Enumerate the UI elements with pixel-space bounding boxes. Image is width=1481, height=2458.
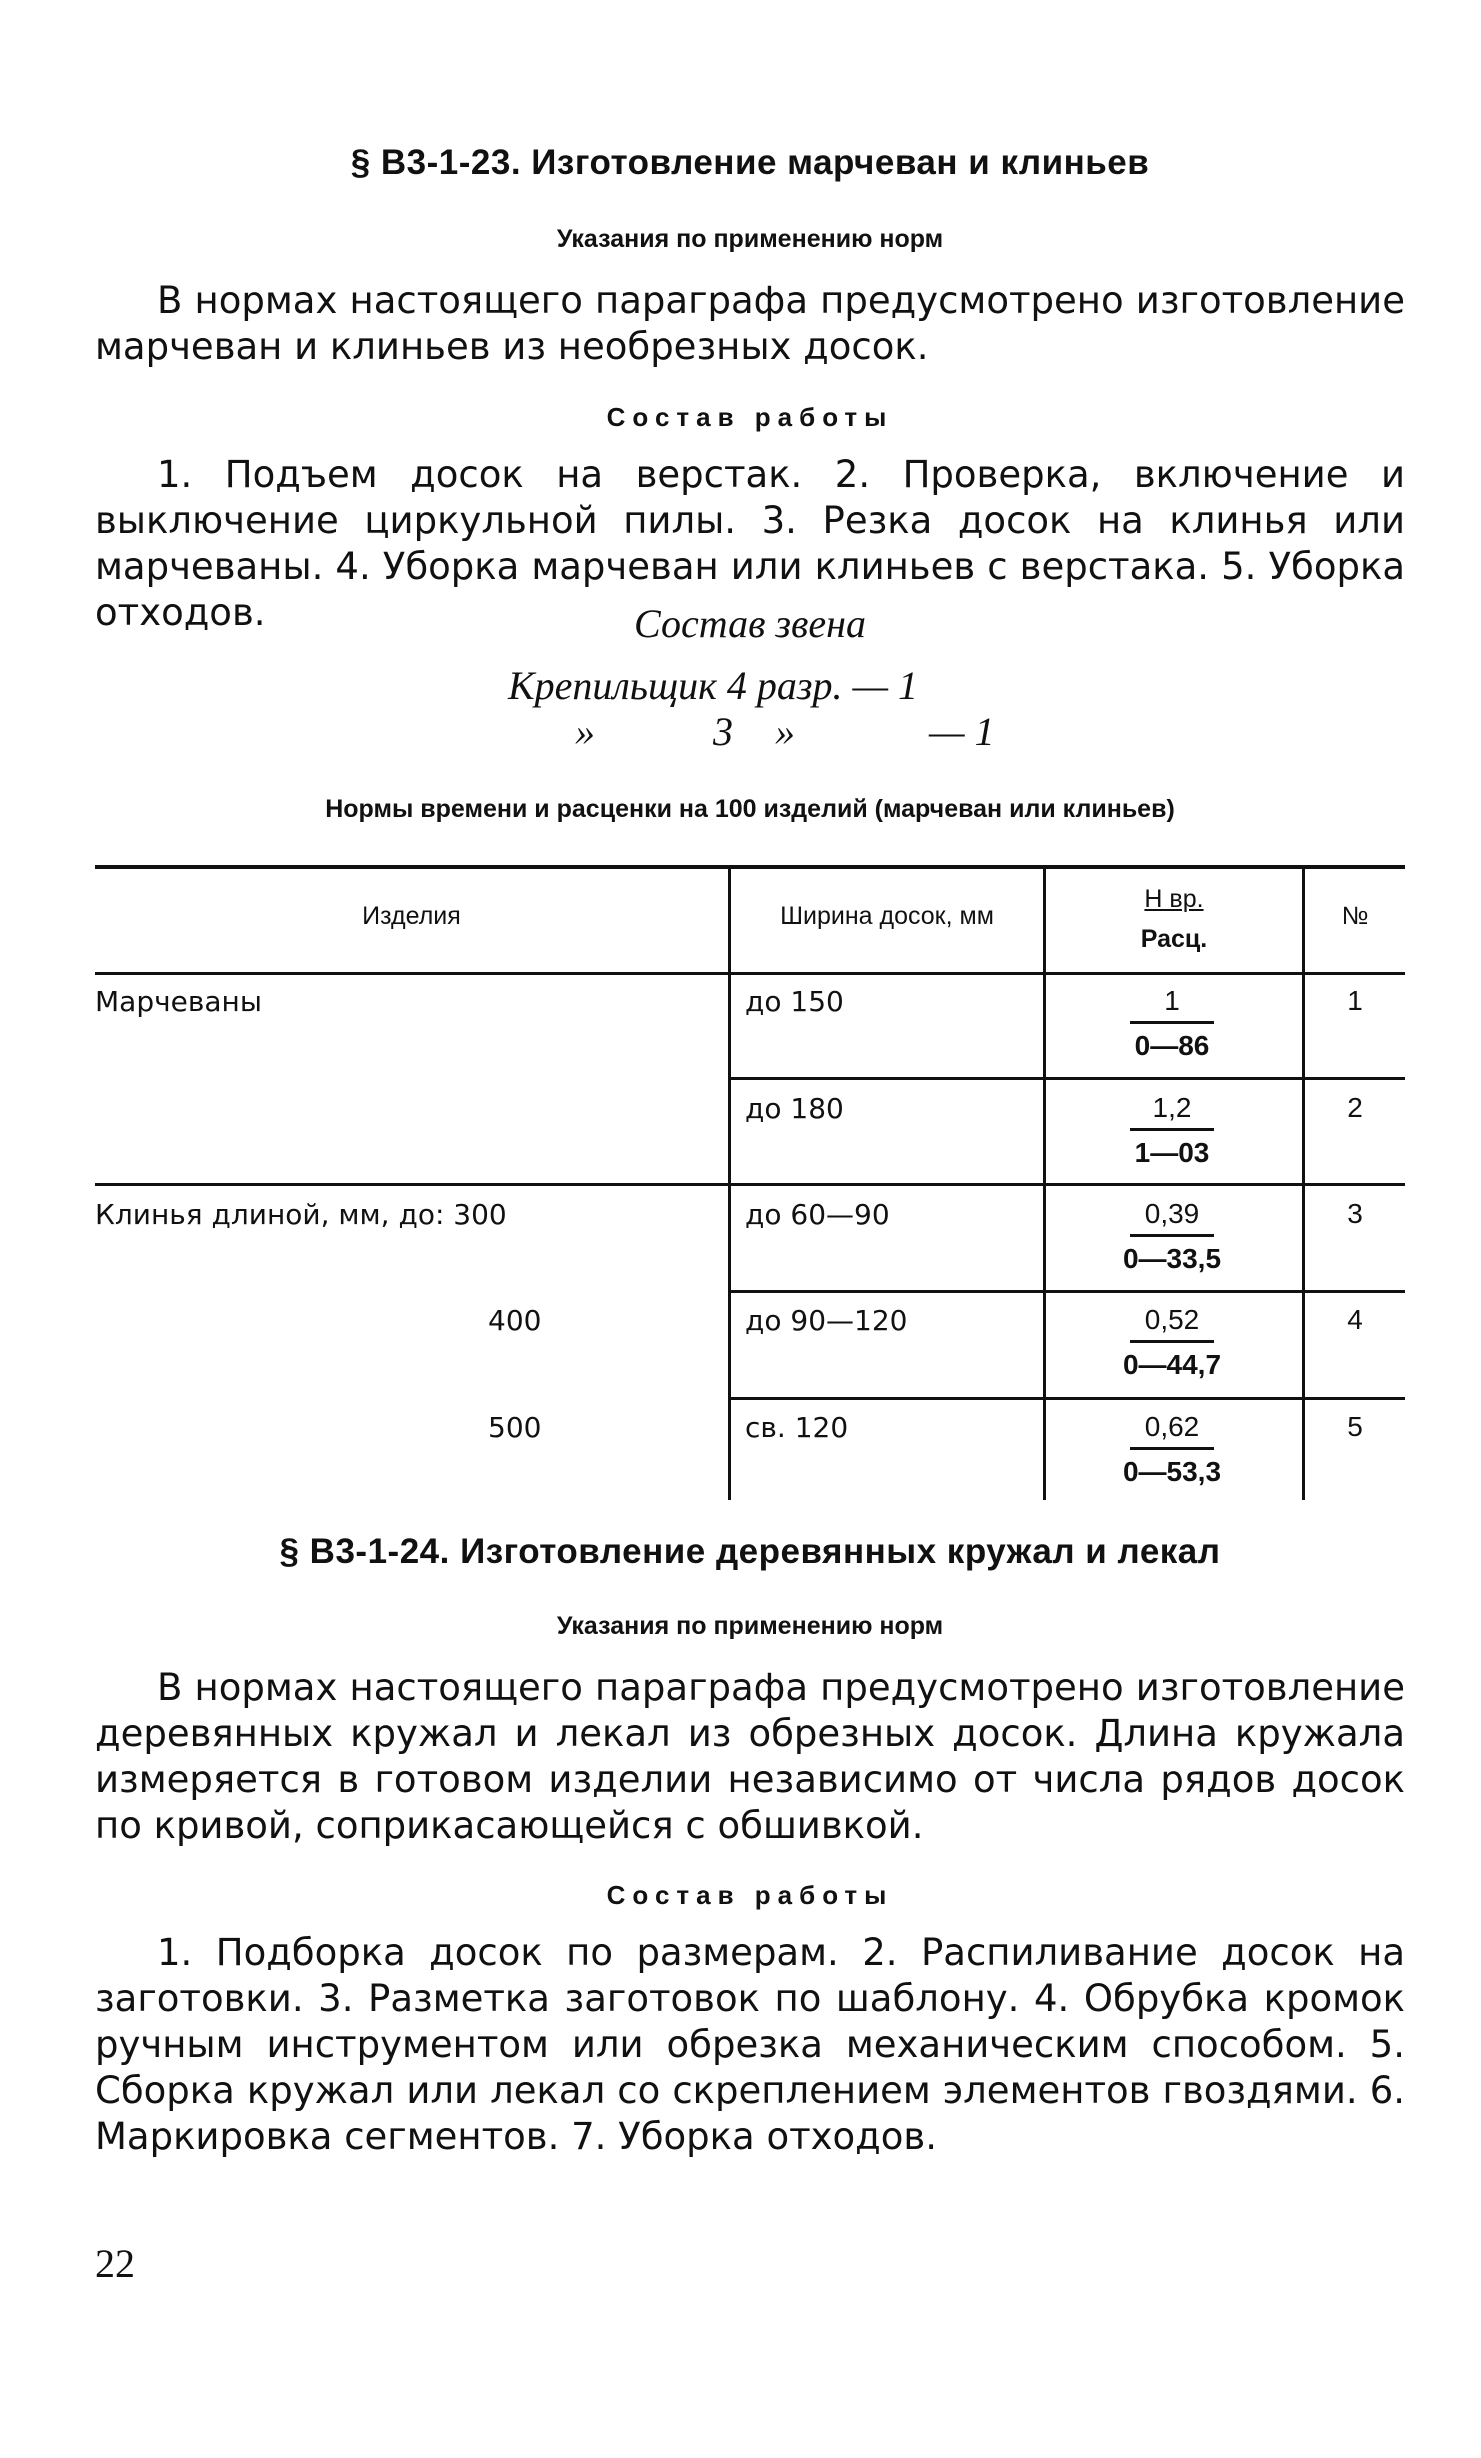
norm-value: 0,62 <box>1144 1411 1200 1442</box>
table-row-number: 2 <box>1347 1092 1363 1123</box>
table-row-width: до 150 <box>745 985 844 1018</box>
table-row-norm <box>1112 1090 1232 1171</box>
crew-line-1: Крепильщик 4 разр. — 1 <box>508 663 919 708</box>
rate-value: 1—03 <box>1134 1137 1210 1168</box>
page-number: 22 <box>95 2241 135 2286</box>
table-row-width: св. 120 <box>745 1411 849 1444</box>
crew-heading: Состав звена <box>633 601 866 646</box>
guidelines-paragraph <box>95 1665 1405 1849</box>
norm-value: 1,2 <box>1152 1092 1192 1123</box>
table-row-norm <box>1112 1302 1232 1383</box>
guidelines-paragraph <box>95 278 1405 370</box>
table-row-number: 5 <box>1347 1411 1363 1442</box>
guidelines-heading: Указания по применению норм <box>556 225 944 253</box>
fraction-bar <box>1130 1234 1214 1237</box>
table-row-norm <box>1112 1409 1232 1490</box>
table-title: Нормы времени и расценки на 100 изделий (марчеван или клиньев) <box>325 795 1175 823</box>
table-row-norm <box>1112 983 1232 1064</box>
fraction-bar <box>1130 1128 1214 1131</box>
table-row-item: 400 <box>488 1304 542 1337</box>
norm-value: 0,52 <box>1144 1304 1200 1335</box>
fraction-bar <box>1130 1447 1214 1450</box>
work-text: 1. Подборка досок по размерам. 2. Распиливание досок на заготовки. 3. Разметка заготовок по шаблону. 4. Обрубка кромок ручным инструментом или обрезка механическим способом. 5. Сборка кружал или лекал со скреплением элементов гвоздями. 6. Маркировка сегментов. 7. Уборка отходов. <box>95 1931 1405 2158</box>
rate-value: 0—44,7 <box>1122 1349 1222 1380</box>
crew-grade: 3 <box>713 709 733 754</box>
rate-value: 0—86 <box>1134 1030 1210 1061</box>
header-rate: Расц. <box>1140 925 1208 953</box>
section-title: § В3-1-23. Изготовление марчеван и клиньев <box>350 143 1150 182</box>
fraction-bar <box>1130 1340 1214 1343</box>
work-paragraph <box>95 1930 1405 2160</box>
table-row-item: Марчеваны <box>95 985 262 1018</box>
guidelines-heading: Указания по применению норм <box>556 1612 944 1640</box>
column-rule <box>728 866 731 1500</box>
norm-value: 1 <box>1164 985 1180 1016</box>
work-text: 1. Подъем досок на верстак. 2. Проверка, включение и выключение циркульной пилы. 3. Резка досок на клинья или марчеваны. 4. Уборка марчеван или клиньев с верстака. 5. Уборка отходов. <box>95 453 1405 634</box>
table-row-item: 500 <box>488 1411 542 1444</box>
crew-ditto-1: » <box>575 709 595 754</box>
crew-count: — 1 <box>929 709 995 754</box>
row-rule <box>95 1183 1405 1186</box>
table-header-rule <box>95 972 1405 975</box>
table-row-width: до 90—120 <box>745 1304 908 1337</box>
table-row-number: 4 <box>1347 1304 1363 1335</box>
header-norm: Н вр. <box>1144 885 1204 913</box>
work-heading: Состав работы <box>606 402 894 432</box>
table-row-norm <box>1112 1196 1232 1277</box>
column-rule <box>1043 866 1046 1500</box>
table-row-width: до 180 <box>745 1092 844 1125</box>
fraction-bar <box>1130 1021 1214 1024</box>
section-title: § В3-1-24. Изготовление деревянных кружал и лекал <box>279 1532 1221 1571</box>
table-row-number: 1 <box>1347 985 1363 1016</box>
header-width: Ширина досок, мм <box>780 902 994 930</box>
rate-value: 0—33,5 <box>1122 1243 1222 1274</box>
work-heading: Состав работы <box>606 1880 894 1910</box>
rate-value: 0—53,3 <box>1122 1456 1222 1487</box>
header-item: Изделия <box>362 902 461 930</box>
table-row-width: до 60—90 <box>745 1198 890 1231</box>
crew-ditto-2: » <box>775 709 795 754</box>
header-number: № <box>1341 902 1369 930</box>
table-row-number: 3 <box>1347 1198 1363 1229</box>
table-row-item: Клинья длиной, мм, до: 300 <box>95 1198 507 1231</box>
guidelines-text: В нормах настоящего параграфа предусмотрено изготовление деревянных кружал и лекал из обрезных досок. Длина кружала измеряется в готовом изделии независимо от числа рядов досок по кривой, соприкасающейся с обшивкой. <box>95 1666 1405 1847</box>
guidelines-text: В нормах настоящего параграфа предусмотрено изготовление марчеван и клиньев из необрезных досок. <box>95 279 1405 368</box>
column-rule <box>1302 866 1305 1500</box>
table-top-rule <box>95 865 1405 869</box>
norm-value: 0,39 <box>1144 1198 1200 1229</box>
